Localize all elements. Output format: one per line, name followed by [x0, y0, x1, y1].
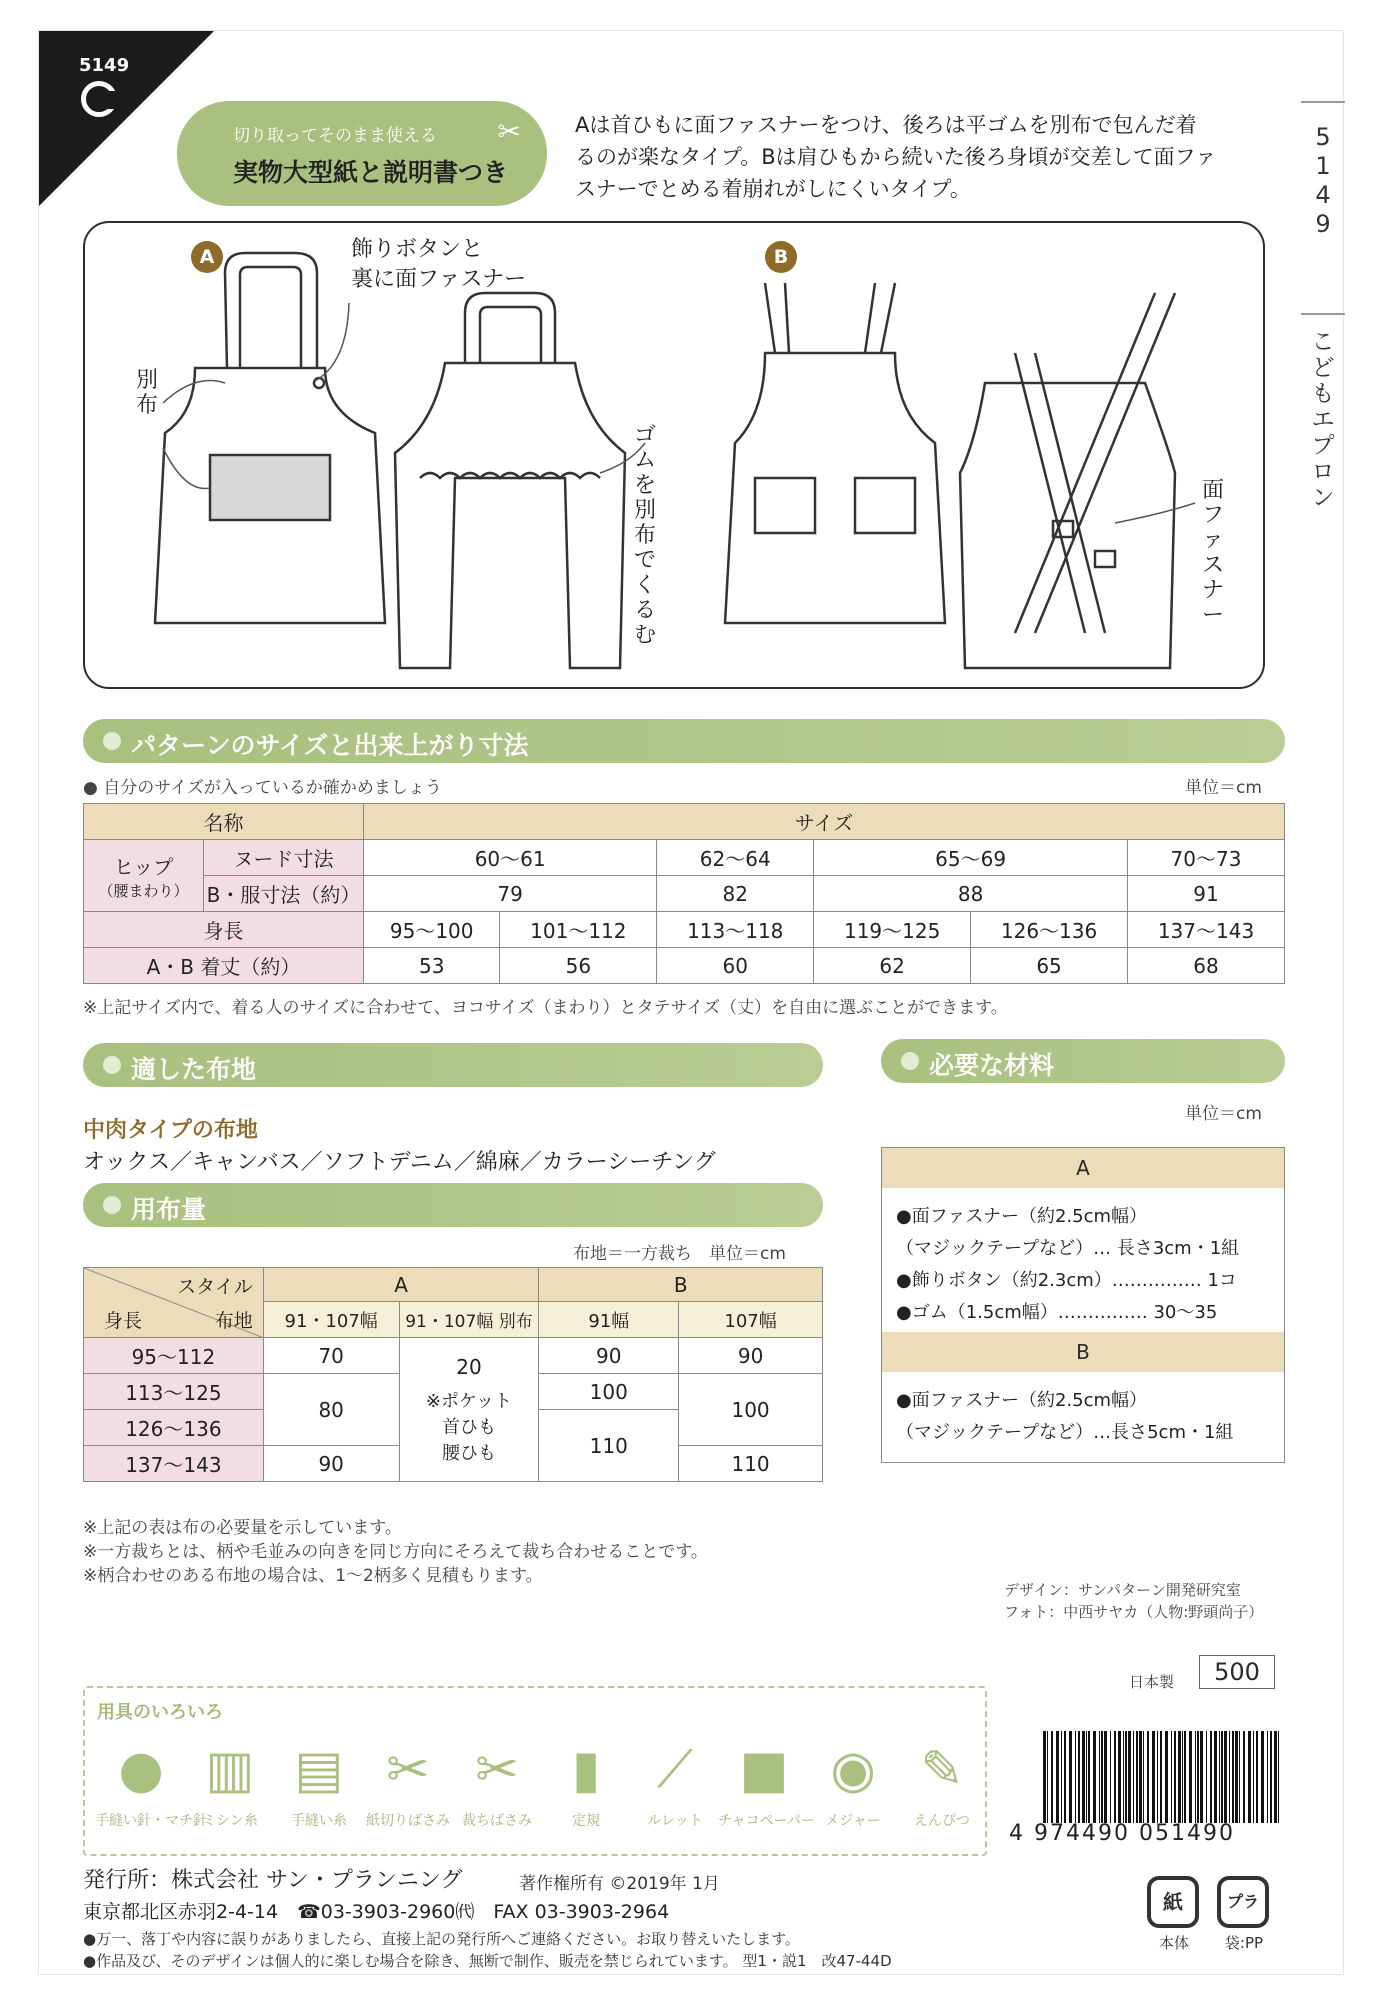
style-header-label: スタイル — [177, 1276, 253, 1298]
barcode-bar — [1221, 1731, 1223, 1823]
barcode-bar — [1093, 1731, 1096, 1823]
barcode-bar — [1099, 1731, 1100, 1823]
side-rule-top — [1301, 101, 1345, 103]
tape-measure-icon: ◉ — [830, 1740, 876, 1800]
tool-item — [540, 1730, 632, 1830]
pattern-number: 5149 — [79, 55, 130, 76]
tool-item — [451, 1730, 543, 1830]
yardage-footnotes: ※上記の表は布の必要量を示しています。 ※一方裁ちとは、柄や毛並みの向きを同じ方向にそろえて裁ち合わせることです。 ※柄合わせのある布地の場合は、1〜2柄多く見積もります。 — [83, 1518, 708, 1586]
apron-drawings — [85, 223, 1267, 691]
ruler-icon: ▮ — [571, 1740, 601, 1800]
barcode-bar — [1123, 1731, 1124, 1823]
height-cell: 113〜118 — [657, 912, 814, 948]
barcode-bar — [1101, 1731, 1103, 1823]
style-a-header: A — [263, 1268, 539, 1302]
nude-size-cell: 60〜61 — [364, 840, 657, 876]
barcode-bar — [1189, 1731, 1192, 1823]
fabric-list: オックス／キャンバス／ソフトデニム／綿麻／カラーシーチング — [83, 1150, 716, 1175]
tool-label: メジャー — [825, 1813, 881, 1829]
apron-b-back — [960, 293, 1175, 668]
barcode-bar — [1195, 1731, 1196, 1823]
height-cell: 95〜100 — [364, 912, 500, 948]
tool-label: 裁ちばさみ — [462, 1813, 532, 1829]
yardage-height-cell: 95〜112 — [84, 1338, 264, 1374]
barcode-bar — [1043, 1731, 1046, 1823]
yardage-height-cell: 137〜143 — [84, 1446, 264, 1482]
yardage-cell: 110 — [679, 1446, 823, 1482]
barcode-bar — [1239, 1731, 1240, 1823]
barcode-bar — [1261, 1731, 1264, 1823]
size-section-heading: パターンのサイズと出来上がり寸法 — [83, 719, 1285, 763]
hip-header: ヒップ （腰まわり） — [84, 840, 204, 912]
material-item: ●飾りボタン（約2.3cm）…………… 1コ — [896, 1270, 1237, 1291]
fabric-subheading: 中肉タイプの布地 — [83, 1118, 258, 1143]
tools-panel — [83, 1686, 987, 1856]
tool-item — [362, 1730, 454, 1830]
barcode-bar — [1086, 1731, 1087, 1823]
tool-label: 手縫い糸 — [291, 1813, 347, 1829]
barcode-bar — [1139, 1731, 1142, 1823]
barcode-bar — [1248, 1731, 1251, 1823]
material-item: ●ゴム（1.5cm幅）…………… 30〜35 — [896, 1302, 1218, 1323]
heading-dot-icon — [103, 1056, 121, 1074]
fabric-width-header: 107幅 — [679, 1302, 823, 1338]
yardage-table — [83, 1267, 823, 1482]
barcode-digits: 4 974490 051490 — [1009, 1821, 1235, 1846]
barcode-bar — [1206, 1731, 1207, 1823]
apron-b-front — [725, 283, 945, 623]
size-footnote: ※上記サイズ内で、着る人のサイズに合わせて、ヨコサイズ（まわり）とタテサイズ（丈）を自由に選ぶことができます。 — [83, 998, 1008, 1018]
badge-title: 実物大型紙と説明書つき — [233, 158, 509, 187]
length-cell: 60 — [657, 948, 814, 984]
barcode-bar — [1114, 1731, 1116, 1823]
price-box: 500 — [1199, 1655, 1275, 1689]
fabric-width-header: 91幅 — [539, 1302, 679, 1338]
yardage-cell: 80 — [263, 1374, 399, 1446]
tool-label: チャコペーパー — [718, 1813, 815, 1829]
publisher: 発行所：株式会社 サン・プランニング — [83, 1868, 463, 1893]
barcode-bar — [1235, 1731, 1238, 1823]
col-size-header: サイズ — [364, 804, 1285, 840]
barcode-bar — [1256, 1731, 1258, 1823]
barcode-bar — [1056, 1731, 1059, 1823]
height-cell: 126〜136 — [971, 912, 1128, 948]
barcode-bar — [1104, 1731, 1107, 1823]
size-note: ● 自分のサイズが入っているか確かめましょう — [83, 778, 442, 798]
materials-section-heading: 必要な材料 — [881, 1039, 1285, 1083]
tool-item — [718, 1730, 815, 1830]
paper-recycle-icon: 紙 — [1147, 1876, 1199, 1928]
side-product-title: こ ど も エ プ ロ ン — [1311, 329, 1335, 511]
barcode-bar — [1165, 1731, 1168, 1823]
barcode-bar — [1133, 1731, 1134, 1823]
yardage-height-cell: 113〜125 — [84, 1374, 264, 1410]
barcode-bar — [1171, 1731, 1172, 1823]
yardage-cell: 110 — [539, 1410, 679, 1482]
barcode-bar — [1064, 1731, 1066, 1823]
barcode-bar — [1182, 1731, 1183, 1823]
size-table — [83, 803, 1285, 984]
nude-size-header: ヌード寸法 — [204, 840, 364, 876]
feature-badge — [177, 101, 547, 206]
tool-label: 定規 — [572, 1813, 600, 1829]
length-header: A・B 着丈（約） — [84, 948, 364, 984]
barcode-bar — [1243, 1731, 1245, 1823]
nude-size-cell: 65〜69 — [814, 840, 1128, 876]
length-cell: 62 — [814, 948, 971, 984]
yardage-cell: 70 — [263, 1338, 399, 1374]
barcode-bar — [1210, 1731, 1212, 1823]
heading-dot-icon — [901, 1052, 919, 1070]
callout-button-fastener: 飾りボタンと 裏に面ファスナー — [351, 237, 527, 292]
pincushion-icon: ● — [118, 1740, 164, 1800]
height-header-label: 身長 — [104, 1310, 143, 1332]
materials-unit: 単位＝cm — [1185, 1104, 1262, 1124]
thread-spool-icon: ▥ — [205, 1740, 255, 1800]
tool-label: えんぴつ — [914, 1813, 970, 1829]
height-header: 身長 — [84, 912, 364, 948]
barcode-bar — [1178, 1731, 1181, 1823]
yardage-height-cell: 126〜136 — [84, 1410, 264, 1446]
brand-logo-icon — [81, 81, 117, 117]
callout-hook-loop-fastener: 面 フ ァ ス ナ ー — [1201, 478, 1224, 628]
material-item: （マジックテープなど）… 長さ3cm・1組 — [896, 1238, 1240, 1259]
pattern-envelope-back — [38, 30, 1344, 1975]
intro-text: Aは首ひもに面ファスナーをつけ、後ろは平ゴムを別布で包んだ着 るのが楽なタイプ。Bは肩ひもから続いた後ろ身頃が交差して面ファ スナーでとめる着崩れがしにくいタイプ。 — [575, 113, 1217, 201]
style-b-label: B — [765, 241, 797, 273]
barcode-bar — [1229, 1731, 1230, 1823]
tool-item — [273, 1730, 365, 1830]
barcode-bar — [1278, 1731, 1279, 1823]
barcode-bar — [1088, 1731, 1090, 1823]
barcode-bar — [1219, 1731, 1220, 1823]
tool-item — [807, 1730, 899, 1830]
barcode-bar — [1075, 1731, 1076, 1823]
side-rule-middle — [1301, 313, 1345, 315]
barcode-bar — [1174, 1731, 1176, 1823]
tool-label: 紙切りばさみ — [366, 1813, 450, 1829]
fabric-scissors-icon: ✂ — [475, 1740, 519, 1800]
barcode — [1039, 1731, 1284, 1823]
barcode-bar — [1253, 1731, 1254, 1823]
barcode-bar — [1270, 1731, 1272, 1823]
barcode-bar — [1082, 1731, 1085, 1823]
material-item: （マジックテープなど）…長さ5cm・1組 — [896, 1422, 1234, 1443]
yardage-cell: 90 — [263, 1446, 399, 1482]
barcode-bar — [1061, 1731, 1062, 1823]
tool-item — [629, 1730, 721, 1830]
style-b-header: B — [539, 1268, 823, 1302]
length-cell: 68 — [1128, 948, 1285, 984]
garment-size-cell: 91 — [1128, 876, 1285, 912]
apron-illustration-panel — [83, 221, 1265, 689]
scissors-icon: ✂ — [497, 115, 521, 148]
tool-item — [95, 1730, 207, 1830]
pencil-icon: ✎ — [920, 1740, 964, 1800]
fabric-width-header: 91・107幅 — [263, 1302, 399, 1338]
publisher-address: 東京都北区赤羽2-4-14 ☎03-3903-2960㈹ FAX 03-3903-2964 — [83, 1901, 670, 1923]
made-in-japan: 日本製 — [1129, 1673, 1175, 1691]
barcode-bar — [1069, 1731, 1072, 1823]
materials-a-band: A — [882, 1148, 1284, 1188]
barcode-bar — [1200, 1731, 1203, 1823]
nude-size-cell: 70〜73 — [1128, 840, 1285, 876]
paper-scissors-icon: ✂ — [386, 1740, 430, 1800]
length-cell: 56 — [500, 948, 657, 984]
barcode-bar — [1143, 1731, 1144, 1823]
barcode-bar — [1224, 1731, 1227, 1823]
badge-subtitle: 切り取ってそのまま使える — [233, 126, 437, 146]
callout-separate-fabric: 別 布 — [135, 368, 158, 418]
barcode-bar — [1047, 1731, 1048, 1823]
height-cell: 137〜143 — [1128, 912, 1285, 948]
yardage-separate-fabric-cell: 20 ※ポケット 首ひも 腰ひも — [399, 1338, 539, 1482]
barcode-bar — [1274, 1731, 1277, 1823]
yardage-cell: 90 — [679, 1338, 823, 1374]
barcode-bar — [1197, 1731, 1199, 1823]
material-item: ●面ファスナー（約2.5cm幅） — [896, 1390, 1148, 1411]
barcode-bar — [1125, 1731, 1127, 1823]
yardage-corner-header — [84, 1268, 264, 1338]
plastic-recycle-icon: プラ — [1217, 1876, 1269, 1928]
tools-title: 用具のいろいろ — [97, 1702, 223, 1723]
credits: デザイン：サンパターン開発研究室 フォト：中西サヤカ（人物:野頭尚子） — [1004, 1581, 1264, 1621]
barcode-bar — [1267, 1731, 1268, 1823]
barcode-bar — [1136, 1731, 1138, 1823]
barcode-bar — [1232, 1731, 1234, 1823]
barcode-bar — [1147, 1731, 1149, 1823]
barcode-bar — [1157, 1731, 1158, 1823]
style-a-label: A — [191, 241, 223, 273]
length-cell: 53 — [364, 948, 500, 984]
height-cell: 101〜112 — [500, 912, 657, 948]
copyright: 著作権所有 ©2019年 1月 — [519, 1874, 720, 1894]
garment-size-header: B・服寸法（約） — [204, 876, 364, 912]
tracing-wheel-icon: ⟋ — [656, 1740, 694, 1800]
callout-elastic-wrap: ゴ ム を 別 布 で く る む — [633, 423, 656, 648]
tool-item — [184, 1730, 276, 1830]
fabric-header-label: 布地 — [214, 1310, 253, 1332]
barcode-bar — [1152, 1731, 1155, 1823]
barcode-bar — [1118, 1731, 1121, 1823]
yardage-cell: 100 — [679, 1374, 823, 1446]
material-item: ●面ファスナー（約2.5cm幅） — [896, 1206, 1148, 1227]
fabric-section-heading: 適した布地 — [83, 1043, 823, 1087]
heading-dot-icon — [103, 1196, 121, 1214]
barcode-bar — [1051, 1731, 1053, 1823]
garment-size-cell: 82 — [657, 876, 814, 912]
barcode-bar — [1078, 1731, 1080, 1823]
col-name-header: 名称 — [84, 804, 364, 840]
garment-size-cell: 88 — [814, 876, 1128, 912]
length-cell: 65 — [971, 948, 1128, 984]
barcode-bar — [1214, 1731, 1217, 1823]
yardage-cell: 90 — [539, 1338, 679, 1374]
heading-dot-icon — [103, 732, 121, 750]
tool-label: 手縫い針・マチ針 — [95, 1813, 207, 1829]
tool-label: ルレット — [647, 1813, 703, 1829]
height-cell: 119〜125 — [814, 912, 971, 948]
apron-a-back — [395, 293, 625, 668]
nude-size-cell: 62〜64 — [657, 840, 814, 876]
yardage-cell: 100 — [539, 1374, 679, 1410]
size-unit: 単位＝cm — [1185, 778, 1262, 798]
legal-notes: ●万一、落丁や内容に誤りがありましたら、直接上記の発行所へご連絡ください。お取り替えいたします。 ●作品及び、そのデザインは個人的に楽しむ場合を除き、無断で制作、販売を禁じられています。 型1・説1 改47-44D — [83, 1930, 892, 1970]
fabric-width-header: 91・107幅 別布 — [399, 1302, 539, 1338]
paper-recycle-mark: 紙 本体 — [1147, 1876, 1201, 1930]
tool-item — [896, 1730, 988, 1830]
barcode-bar — [1128, 1731, 1131, 1823]
yardage-section-heading: 用布量 — [83, 1183, 823, 1227]
side-pattern-number: 5 1 4 9 — [1315, 123, 1331, 238]
materials-b-band: B — [882, 1332, 1284, 1372]
hand-thread-icon: ▤ — [294, 1740, 344, 1800]
tool-label: ミシン糸 — [202, 1813, 258, 1829]
barcode-bar — [1110, 1731, 1111, 1823]
chalk-paper-icon: ■ — [739, 1740, 789, 1800]
barcode-bar — [1184, 1731, 1186, 1823]
garment-size-cell: 79 — [364, 876, 657, 912]
plastic-recycle-mark: プラ 袋:PP — [1217, 1876, 1271, 1930]
materials-box — [881, 1147, 1285, 1463]
apron-a-front — [155, 253, 385, 623]
barcode-bar — [1160, 1731, 1162, 1823]
yardage-unit: 布地＝一方裁ち 単位＝cm — [573, 1244, 786, 1264]
